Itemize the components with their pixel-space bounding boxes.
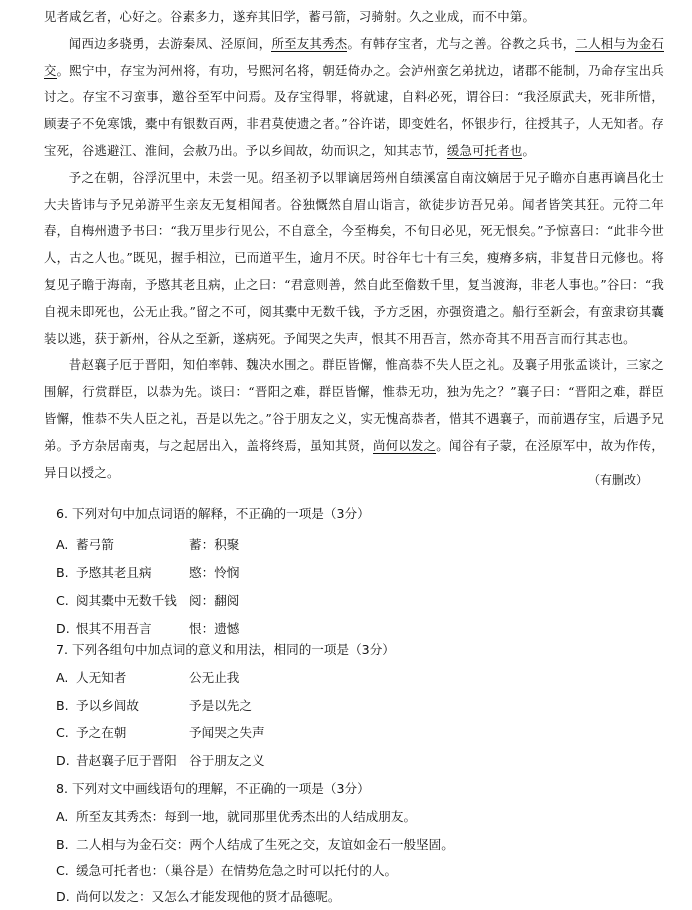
passage-paragraph-3 [44, 165, 664, 353]
option-text: 尚何以发之：又怎么才能发现他的贤才品德呢。 [76, 889, 341, 904]
passage-text: 。熙宁中，存宝为河州将，有功，号熙河名将，朝廷倚办之。会泸州蛮乞弟扰边，诸郡不能制，乃命存宝出兵讨之。存宝不习蛮事，邀谷至军中问焉。及存宝得罪，将就逮，自料必死，谓谷曰：“我泾原武夫，死非所惜，顾妻子不免寒饿，橐中有银数百两，非君莫使遗之者。”谷许诺，即变姓名，怀银步行，往授其子，人无知者。存宝死，谷逃避江、淮间，会赦乃出。予以乡闾故，幼而识之，知其志节， [44, 62, 664, 158]
question-8-option-c [56, 860, 397, 879]
option-letter: B. [56, 565, 69, 580]
question-8-stem: 8. 下列对文中画线语句的理解，不正确的一项是（3分） [56, 781, 370, 796]
option-letter: A. [56, 670, 69, 685]
option-explanation: 予是以先之 [189, 698, 252, 713]
passage-text: 予之在朝，谷浮沉里中，未尝一见。绍圣初予以罪谪居筠州自绩溪富自南汶嫡居于兄子瞻亦自惠再谪昌化士大夫皆讳与予兄弟游平生亲友无复相闻者。谷独慨然自眉山诣言，欲徒步访吾兄弟。闻者皆笑其狂。元符二年春，自梅州遗予书曰：“我万里步行见公，不自意全，今至梅矣，不旬日必见，死无恨矣。”予惊喜曰：“此非今世人，古之人也。”既见，握手相泣，已而道平生，逾月不厌。时谷年七十有三矣，瘦瘠多病，非复昔日元修也。将复见子瞻于海南，予愍其老且病，止之曰：“君意则善，然自此至儋数千里，复当渡海，非老人事也。”谷曰：“我自视未即死也，公无止我。”留之不可，阅其橐中无数千钱，予方乏困，亦强资遣之。船行至新会，有蛮隶窃其囊装以逃，获于新州，谷从之至新，遂病死。予闻哭之失声，恨其不用吾言，然亦奇其不用吾言而行其志也。 [44, 169, 664, 346]
option-letter: C. [56, 725, 69, 740]
passage-paragraph-1 [44, 4, 664, 31]
question-7-option-d [56, 750, 265, 769]
option-word: 阅其橐中无数千钱 [76, 593, 177, 608]
option-explanation: 公无止我 [189, 670, 240, 685]
option-word: 蓄弓箭 [76, 537, 114, 552]
option-word: 予愍其老且病 [76, 565, 152, 580]
option-text: 所至友其秀杰：每到一地，就同那里优秀杰出的人结成朋友。 [76, 809, 417, 824]
option-explanation: 蓄：积聚 [189, 537, 240, 552]
option-word: 恨其不用吾言 [76, 621, 152, 636]
question-6-option-c [56, 590, 239, 609]
option-explanation: 愍：怜悯 [189, 565, 240, 580]
option-explanation: 予闻哭之失声 [189, 725, 265, 740]
option-letter: C. [56, 593, 69, 608]
question-8-option-a [56, 806, 416, 825]
option-text: 缓急可托者也：（巢谷是）在情势危急之时可以托付的人。 [76, 863, 398, 878]
question-7-option-c [56, 722, 265, 741]
question-6-option-a [56, 534, 239, 553]
passage-text: 。闻谷有子蒙，在泾原军中，故为作传，异日以授之。 [44, 437, 665, 480]
classical-passage [44, 4, 664, 486]
option-word: 予以乡闾故 [76, 698, 139, 713]
passage-paragraph-2 [44, 31, 664, 165]
question-7-option-a [56, 667, 239, 686]
underlined-sentence: 缓急可托者也 [446, 142, 523, 158]
option-explanation: 恨：遗憾 [189, 621, 240, 636]
option-explanation: 谷于朋友之义 [189, 753, 265, 768]
source-note: （有删改） [587, 473, 648, 487]
question-6-stem: 6. 下列对句中加点词语的解释，不正确的一项是（3分） [56, 506, 370, 521]
option-letter: D. [56, 889, 70, 904]
option-word: 予之在朝 [76, 725, 127, 740]
question-7-option-b [56, 695, 252, 714]
question-7-stem: 7. 下列各组句中加点词的意义和用法，相同的一项是（3分） [56, 642, 395, 657]
option-letter: A. [56, 537, 69, 552]
option-word: 人无知者 [76, 670, 127, 685]
question-6-option-b [56, 562, 239, 581]
option-letter: D. [56, 621, 70, 636]
passage-paragraph-4 [44, 352, 664, 486]
underlined-sentence: 所至友其秀杰 [271, 35, 348, 51]
passage-text: 。有韩存宝者，尤与之善。谷教之兵书， [347, 35, 576, 51]
underlined-sentence: 二人相与为金石交 [44, 35, 665, 78]
passage-text: 昔赵襄子厄于晋阳，知伯率韩、魏决水围之。群臣皆懈，惟高恭不失人臣之礼。及襄子用张孟谈计，三家之围解，行赏群臣，以恭为先。谈曰：“晋阳之难，群臣皆懈，惟恭无功，独为先之？”襄子曰：“晋阳之难，群臣皆懈，惟恭不失人臣之礼，吾是以先之。”谷于朋友之义，实无愧高恭者，惜其不遇襄子，而前遇存宝，后遇予兄弟。予方杂居南夷，与之起居出入，盖将终焉，虽知其贤， [44, 357, 664, 453]
question-8-option-b [56, 834, 454, 853]
passage-text: 。 [522, 142, 536, 158]
passage-text: 闻西边多骁勇，去游秦凤、泾原间， [68, 35, 272, 51]
option-letter: A. [56, 809, 69, 824]
option-letter: B. [56, 698, 69, 713]
question-8-option-d [56, 886, 340, 905]
option-letter: D. [56, 753, 70, 768]
option-letter: B. [56, 837, 69, 852]
option-text: 二人相与为金石交：两个人结成了生死之交，友谊如金石一般坚固。 [76, 837, 454, 852]
passage-text: 见者咸乞者，心好之。谷素多力，遂弃其旧学，蓄弓箭，习骑射。久之业成，而不中第。 [44, 9, 536, 24]
question-6-option-d [56, 618, 239, 637]
option-word: 昔赵襄子厄于晋阳 [76, 753, 177, 768]
underlined-sentence: 尚何以发之 [373, 437, 437, 453]
option-letter: C. [56, 863, 69, 878]
option-explanation: 阅：翻阅 [189, 593, 240, 608]
